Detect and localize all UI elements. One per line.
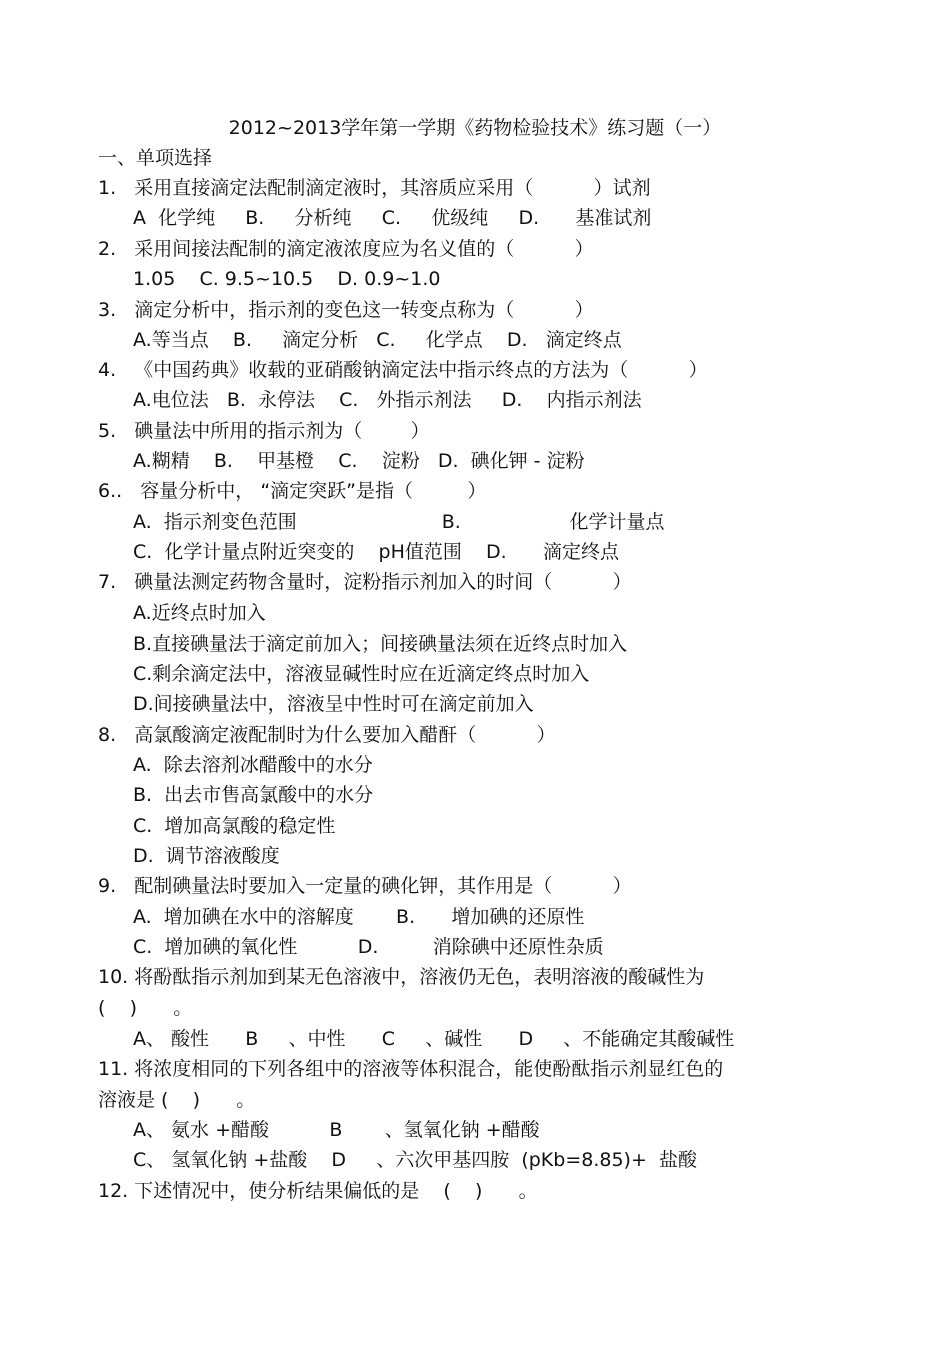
question-8-option-c: C. 增加高氯酸的稳定性 (133, 815, 336, 837)
question-9: 9. 配制碘量法时要加入一定量的碘化钾，其作用是（ ） (98, 875, 632, 897)
question-7-option-a: A.近终点时加入 (133, 602, 266, 624)
question-1: 1. 采用直接滴定法配制滴定液时，其溶质应采用（ ）试剂 (98, 177, 651, 199)
question-3-options: A.等当点 B. 滴定分析 C. 化学点 D. 滴定终点 (133, 329, 622, 351)
question-8: 8. 高氯酸滴定液配制时为什么要加入醋酐（ ） (98, 724, 556, 746)
question-7-option-b: B.直接碘量法于滴定前加入；间接碘量法须在近终点时加入 (133, 633, 628, 655)
question-10: 10. 将酚酞指示剂加到某无色溶液中，溶液仍无色，表明溶液的酸碱性为 (98, 966, 705, 988)
question-2: 2. 采用间接法配制的滴定液浓度应为名义值的（ ） (98, 238, 594, 260)
question-12: 12. 下述情况中，使分析结果偏低的是 ( ) 。 (98, 1180, 538, 1202)
question-8-option-d: D. 调节溶液酸度 (133, 845, 280, 867)
question-4: 4. 《中国药典》收载的亚硝酸钠滴定法中指示终点的方法为（ ） (98, 359, 708, 381)
question-6-options-cd: C. 化学计量点附近突变的 pH值范围 D. 滴定终点 (133, 541, 619, 563)
question-1-options: A 化学纯 B. 分析纯 C. 优级纯 D. 基准试剂 (133, 207, 652, 229)
question-8-option-b: B. 出去市售高氯酸中的水分 (133, 784, 374, 806)
question-4-options: A.电位法 B. 永停法 C. 外指示剂法 D. 内指示剂法 (133, 389, 642, 411)
question-8-option-a: A. 除去溶剂冰醋酸中的水分 (133, 754, 373, 776)
question-6: 6.. 容量分析中， “滴定突跃”是指（ ） (98, 480, 487, 502)
question-11-options-cd: C、 氢氧化钠 +盐酸 D 、六次甲基四胺 (pKb=8.85)+ 盐酸 (133, 1149, 697, 1171)
document-title: 2012~2013学年第一学期《药物检验技术》练习题（一） (228, 117, 722, 139)
question-7-option-d: D.间接碘量法中，溶液呈中性时可在滴定前加入 (133, 693, 534, 715)
question-7: 7. 碘量法测定药物含量时，淀粉指示剂加入的时间（ ） (98, 571, 632, 593)
question-6-options-ab: A. 指示剂变色范围 B. 化学计量点 (133, 511, 665, 533)
question-7-option-c: C.剩余滴定法中，溶液显碱性时应在近滴定终点时加入 (133, 663, 590, 685)
question-5-options: A.糊精 B. 甲基橙 C. 淀粉 D. 碘化钾 - 淀粉 (133, 450, 585, 472)
question-9-options-ab: A. 增加碘在水中的溶解度 B. 增加碘的还原性 (133, 906, 585, 928)
question-10-continued: ( ) 。 (98, 997, 193, 1019)
question-11: 11. 将浓度相同的下列各组中的溶液等体积混合，能使酚酞指示剂显红色的 (98, 1058, 724, 1080)
question-3: 3. 滴定分析中，指示剂的变色这一转变点称为（ ） (98, 299, 594, 321)
question-11-continued: 溶液是 ( ) 。 (98, 1089, 256, 1111)
question-10-options: A、 酸性 B 、中性 C 、碱性 D 、不能确定其酸碱性 (133, 1028, 735, 1050)
question-11-options-ab: A、 氨水 +醋酸 B 、氢氧化钠 +醋酸 (133, 1119, 540, 1141)
question-9-options-cd: C. 增加碘的氧化性 D. 消除碘中还原性杂质 (133, 936, 604, 958)
question-5: 5. 碘量法中所用的指示剂为（ ） (98, 420, 430, 442)
question-2-options: 1.05 C. 9.5~10.5 D. 0.9~1.0 (133, 268, 441, 290)
section-heading: 一、单项选择 (98, 147, 213, 169)
